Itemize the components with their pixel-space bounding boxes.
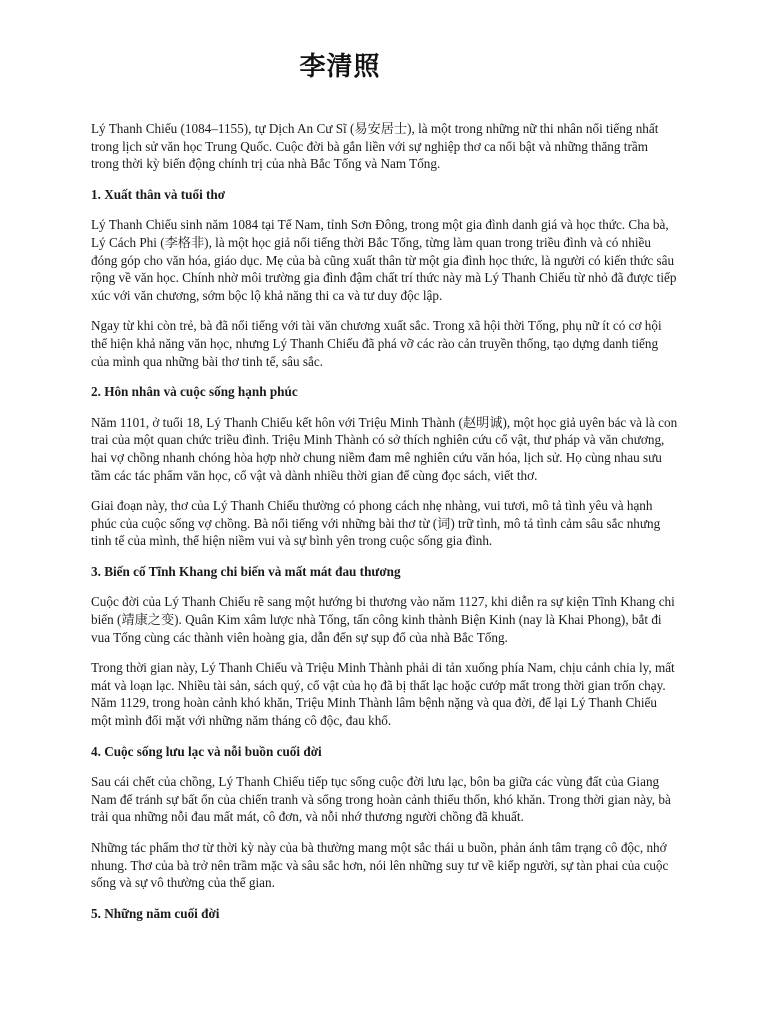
paragraph: Năm 1101, ở tuổi 18, Lý Thanh Chiếu kết hôn với Triệu Minh Thành (赵明诚), một học giả uyên bác và là con trai của một quan chức triều đình. Triệu Minh Thành có sở thích nghiên cứu cổ vật, thư pháp và văn chương, hai vợ chồng nhanh chóng hòa hợp nhờ chung niềm đam mê nghiên cứu văn hóa, lịch sử. Họ cùng nhau sưu tầm các tác phẩm văn học, cổ vật và dành nhiều thời gian để cùng đọc sách, viết thơ. — [91, 414, 678, 483]
paragraph: Ngay từ khi còn trẻ, bà đã nổi tiếng với tài văn chương xuất sắc. Trong xã hội thời Tống, phụ nữ ít có cơ hội thể hiện khả năng văn học, nhưng Lý Thanh Chiếu đã phá vỡ các rào cản truyền thống, tạo dựng danh tiếng của mình qua những bài thơ tinh tế, sâu sắc. — [91, 318, 662, 369]
section-heading-3: 3. Biến cố Tĩnh Khang chi biến và mất mát đau thương — [91, 563, 401, 579]
paragraph: Trong thời gian này, Lý Thanh Chiếu và Triệu Minh Thành phải di tản xuống phía Nam, chịu cảnh chia ly, mất mát và loạn lạc. Nhiều tài sản, sách quý, cổ vật của họ đã bị thất lạc hoặc cướp mất trong thời gian trốn chạy. Năm 1129, trong hoàn cảnh khó khăn, Triệu Minh Thành lâm bệnh nặng và qua đời, để lại Lý Thanh Chiếu một mình đối mặt với những năm tháng cô độc, đau khổ. — [91, 660, 675, 729]
intro-paragraph: Lý Thanh Chiếu (1084–1155), tự Dịch An Cư Sĩ (易安居士), là một trong những nữ thi nhân nổi tiếng nhất trong lịch sử văn học Trung Quốc. Cuộc đời bà gắn liền với sự nghiệp thơ ca nổi bật và những thăng trầm trong thời kỳ biến động chính trị của nhà Bắc Tống và Nam Tống. — [91, 121, 659, 172]
section-heading-4: 4. Cuộc sống lưu lạc và nỗi buồn cuối đời — [91, 743, 322, 759]
paragraph: Những tác phẩm thơ từ thời kỳ này của bà thường mang một sắc thái u buồn, phản ánh tâm trạng cô độc, nhớ nhung. Thơ của bà trở nên trầm mặc và sâu sắc hơn, nói lên những suy tư về kiếp người, sự tàn phai của cuộc sống và sự vô thường của thế gian. — [91, 840, 669, 891]
paragraph: Lý Thanh Chiếu sinh năm 1084 tại Tế Nam, tỉnh Sơn Đông, trong một gia đình danh giá và học thức. Cha bà, Lý Cách Phi (李格非), là một học giả nổi tiếng thời Bắc Tống, từng làm quan trong triều đình và có nhiều đóng góp cho văn hóa, giáo dục. Mẹ của bà cũng xuất thân từ một gia đình học thức, là người có kiến thức sâu rộng về văn học. Chính nhờ môi trường gia đình đậm chất trí thức này mà Lý Thanh Chiếu từ nhỏ đã được tiếp xúc với văn chương, sớm bộc lộ khả năng thi ca và tư duy độc lập. — [91, 217, 677, 303]
paragraph: Sau cái chết của chồng, Lý Thanh Chiếu tiếp tục sống cuộc đời lưu lạc, bôn ba giữa các vùng đất của Giang Nam để tránh sự bất ổn của chiến tranh và sống trong hoàn cảnh thiếu thốn, khó khăn. Trong thời gian này, bà trải qua những nỗi đau mất mát, cô đơn, và nỗi nhớ thương người chồng đã khuất. — [91, 774, 671, 825]
section-heading-2: 2. Hôn nhân và cuộc sống hạnh phúc — [91, 384, 298, 400]
paragraph: Giai đoạn này, thơ của Lý Thanh Chiếu thường có phong cách nhẹ nhàng, vui tươi, mô tả tình yêu và hạnh phúc của cuộc sống vợ chồng. Bà nổi tiếng với những bài thơ từ (词) trữ tình, mô tả tình cảm sâu sắc nhưng tinh tế của mình, thể hiện niềm vui và sự bình yên trong cuộc sống gia đình. — [91, 498, 661, 549]
section-heading-1: 1. Xuất thân và tuổi thơ — [91, 186, 226, 202]
document-body — [91, 120, 679, 935]
paragraph: Cuộc đời của Lý Thanh Chiếu rẽ sang một hướng bi thương vào năm 1127, khi diễn ra sự kiện Tĩnh Khang chi biến (靖康之变). Quân Kim xâm lược nhà Tống, tấn công kinh thành Biện Kinh (nay là Khai Phong), bắt đi vua Tống cùng các thành viên hoàng gia, dẫn đến sự sụp đổ của nhà Bắc Tống. — [91, 594, 675, 645]
section-heading-5: 5. Những năm cuối đời — [91, 905, 220, 921]
document-title: 李清照 — [299, 52, 381, 82]
